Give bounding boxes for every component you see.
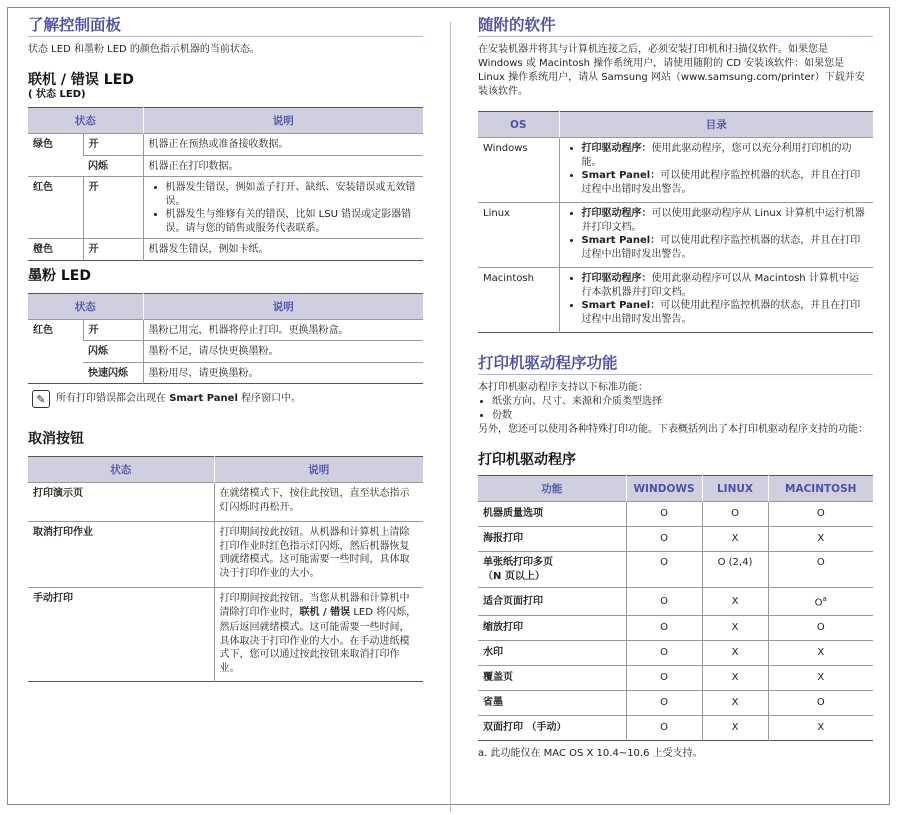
table-row bbox=[478, 527, 873, 552]
cancel-desc-part: 打印期间按此按钮。当您从机器和计算机中清除打印作业时， bbox=[219, 593, 410, 618]
feature-linux: O (2,4) bbox=[702, 552, 768, 588]
note-text bbox=[56, 390, 301, 408]
software-table bbox=[478, 111, 873, 333]
table-header: 说明 bbox=[143, 293, 423, 319]
table-row bbox=[478, 268, 873, 333]
os-contents bbox=[559, 268, 873, 333]
led-color: 绿色 bbox=[28, 134, 83, 177]
led-color: 红色 bbox=[28, 177, 83, 239]
feature-mac: X bbox=[768, 641, 873, 666]
toner-led-title: 墨粉 LED bbox=[28, 267, 91, 284]
feature-mac: X bbox=[768, 666, 873, 691]
left-column bbox=[28, 15, 423, 682]
list-item: • Smart Panel：可以使用此程序监控机器的状态，并且在打印过程中出错时发出警告。 bbox=[582, 299, 869, 326]
feature-windows: O bbox=[626, 716, 702, 741]
table-header: 目录 bbox=[559, 112, 873, 138]
feature-windows: O bbox=[626, 691, 702, 716]
os-contents bbox=[559, 138, 873, 203]
feature-name: 海报打印 bbox=[478, 527, 626, 552]
feature-name: 水印 bbox=[478, 641, 626, 666]
cancel-state: 打印演示页 bbox=[28, 483, 214, 522]
cancel-desc-part: LED 将闪烁， bbox=[353, 606, 417, 618]
section-title-software: 随附的软件 bbox=[478, 15, 873, 37]
table-row bbox=[478, 588, 873, 616]
table-row bbox=[478, 138, 873, 203]
feature-linux: X bbox=[702, 588, 768, 616]
footnote: a. 此功能仅在 MAC OS X 10.4~10.6 上受支持。 bbox=[478, 748, 703, 759]
feature-name: 机器质量选项 bbox=[478, 502, 626, 527]
led-state: 快速闪烁 bbox=[83, 362, 143, 384]
feature-mac: X bbox=[768, 527, 873, 552]
feature-mac: O bbox=[768, 691, 873, 716]
driver-outro: 另外，您还可以使用各种特殊打印功能。下表概括列出了本打印机驱动程序支持的功能： bbox=[478, 424, 868, 435]
feature-name: 适合页面打印 bbox=[478, 588, 626, 616]
list-item: • 打印驱动程序：可以使用此驱动程序从 Linux 计算机中运行机器并打印文档。 bbox=[582, 207, 869, 234]
cancel-desc-bold: 联机 / 错误 bbox=[299, 606, 351, 618]
feature-windows: O bbox=[626, 552, 702, 588]
feature-name-line: 单张纸打印多页 bbox=[483, 557, 553, 568]
feature-linux: X bbox=[702, 691, 768, 716]
os-contents bbox=[559, 203, 873, 268]
led-state: 开 bbox=[83, 134, 143, 156]
table-header: 状态 bbox=[28, 293, 143, 319]
table-row bbox=[478, 552, 873, 588]
table-header: MACINTOSH bbox=[768, 476, 873, 502]
table-header: 状态 bbox=[28, 108, 143, 134]
feature-linux: X bbox=[702, 666, 768, 691]
feature-name: 覆盖页 bbox=[478, 666, 626, 691]
cancel-button-title: 取消按钮 bbox=[28, 431, 84, 447]
cancel-button-table bbox=[28, 456, 423, 682]
pencil-note-icon: ✎ bbox=[32, 390, 50, 408]
feature-mac: O bbox=[768, 616, 873, 641]
list-item: • 打印驱动程序：使用此驱动程序可以从 Macintosh 计算机中运行本款机器并打印文档。 bbox=[582, 272, 869, 299]
feature-linux: X bbox=[702, 641, 768, 666]
online-error-led-title: 联机 / 错误 LED bbox=[28, 72, 134, 88]
table-header: WINDOWS bbox=[626, 476, 702, 502]
list-item: • 份数 bbox=[492, 409, 873, 423]
note-text-pre: 所有打印错误都会出现在 bbox=[56, 393, 166, 404]
cancel-description: 在就绪模式下，按住此按钮，直至状态指示灯闪烁时再松开。 bbox=[214, 483, 423, 522]
table-row bbox=[28, 134, 423, 156]
list-item: • Smart Panel：可以使用此程序监控机器的状态，并且在打印过程中出错时发出警告。 bbox=[582, 234, 869, 261]
feature-name: 省墨 bbox=[478, 691, 626, 716]
led-description: 机器正在打印数据。 bbox=[143, 155, 423, 177]
note bbox=[28, 390, 423, 408]
note-text-post: 程序窗口中。 bbox=[241, 393, 302, 404]
table-row bbox=[28, 319, 423, 341]
table-header: LINUX bbox=[702, 476, 768, 502]
table-header: 说明 bbox=[143, 108, 423, 134]
os-name: Linux bbox=[478, 203, 559, 268]
led-description: 机器正在预热或准备接收数据。 bbox=[143, 134, 423, 156]
led-state: 开 bbox=[83, 319, 143, 341]
table-header: 说明 bbox=[214, 457, 423, 483]
driver-intro: 本打印机驱动程序支持以下标准功能： bbox=[478, 382, 648, 393]
led-description: 墨粉已用完，机器将停止打印。更换墨粉盒。 bbox=[143, 319, 423, 341]
led-color: 红色 bbox=[28, 319, 83, 384]
table-row bbox=[28, 177, 423, 239]
status-led-subtitle: ( 状态 LED) bbox=[28, 89, 86, 100]
column-divider bbox=[450, 22, 451, 812]
list-item: • 打印驱动程序：使用此驱动程序，您可以充分利用打印机的功能。 bbox=[582, 142, 869, 169]
feature-mac: O bbox=[768, 502, 873, 527]
led-state: 开 bbox=[83, 177, 143, 239]
feature-mac: O bbox=[768, 552, 873, 588]
table-row bbox=[478, 716, 873, 741]
feature-name: 双面打印 （手动） bbox=[478, 716, 626, 741]
feature-linux: X bbox=[702, 527, 768, 552]
table-row bbox=[28, 362, 423, 384]
section-title-control-panel: 了解控制面板 bbox=[28, 15, 423, 37]
feature-windows: O bbox=[626, 588, 702, 616]
section-title-driver-features: 打印机驱动程序功能 bbox=[478, 353, 873, 375]
driver-standard-features bbox=[478, 395, 873, 423]
table-header: 功能 bbox=[478, 476, 626, 502]
cancel-state: 取消打印作业 bbox=[28, 522, 214, 588]
right-column bbox=[478, 15, 873, 761]
list-item: • Smart Panel：可以使用此程序监控机器的状态，并且在打印过程中出错时发出警告。 bbox=[582, 169, 869, 196]
table-row bbox=[478, 502, 873, 527]
table-row bbox=[478, 641, 873, 666]
feature-linux: X bbox=[702, 716, 768, 741]
led-state: 闪烁 bbox=[83, 341, 143, 363]
led-description: 墨粉用尽，请更换墨粉。 bbox=[143, 362, 423, 384]
list-item: • 机器发生与维修有关的错误，比如 LSU 错误或定影器错误。请与您的销售或服务代表联系。 bbox=[166, 208, 419, 235]
status-led-table bbox=[28, 107, 423, 261]
feature-mac: $O^a$ bbox=[768, 588, 873, 616]
control-panel-intro: 状态 LED 和墨粉 LED 的颜色指示机器的当前状态。 bbox=[28, 44, 260, 55]
cancel-description: 打印期间按此按钮。从机器和计算机上清除打印作业时红色指示灯闪烁，然后机器恢复到就绪模式。这可能需要一些时间，具体取决于打印作业的大小。 bbox=[214, 522, 423, 588]
table-row bbox=[28, 341, 423, 363]
cancel-desc-part: 然后返回就绪模式。这可能需要一些时间，具体取决于打印作业的大小。在手动进纸模式下，您可以通过按此按钮来取消打印作业。 bbox=[219, 622, 410, 674]
cancel-state: 手动打印 bbox=[28, 588, 214, 682]
led-state: 闪烁 bbox=[83, 155, 143, 177]
cancel-description bbox=[214, 588, 423, 682]
feature-windows: O bbox=[626, 641, 702, 666]
table-row bbox=[478, 616, 873, 641]
list-item: • 纸张方向、尺寸、来源和介质类型选择 bbox=[492, 395, 873, 409]
table-header: OS bbox=[478, 112, 559, 138]
table-row bbox=[478, 691, 873, 716]
feature-name-line: （N 页以上） bbox=[483, 571, 545, 582]
feature-windows: O bbox=[626, 616, 702, 641]
table-row bbox=[28, 522, 423, 588]
software-intro: 在安装机器并将其与计算机连接之后，必须安装打印机和扫描仪软件。如果您是 Windows 或 Macintosh 操作系统用户，请使用随附的 CD 安装该软件：如果您是 Linux 操作系统用户，请从 Samsung 网站（www.samsung.com/printer）下载并安装该软件。 bbox=[478, 44, 865, 97]
led-description: 机器发生错误，例如卡纸。 bbox=[143, 239, 423, 261]
led-description bbox=[143, 177, 423, 239]
table-header: 状态 bbox=[28, 457, 214, 483]
table-row bbox=[28, 483, 423, 522]
table-row bbox=[478, 666, 873, 691]
feature-linux: O bbox=[702, 502, 768, 527]
feature-name bbox=[478, 552, 626, 588]
os-name: Macintosh bbox=[478, 268, 559, 333]
feature-mac: X bbox=[768, 716, 873, 741]
printer-driver-title: 打印机驱动程序 bbox=[478, 452, 576, 468]
feature-windows: O bbox=[626, 666, 702, 691]
feature-windows: O bbox=[626, 502, 702, 527]
feature-name: 缩放打印 bbox=[478, 616, 626, 641]
toner-led-table bbox=[28, 293, 423, 385]
os-name: Windows bbox=[478, 138, 559, 203]
led-color: 橙色 bbox=[28, 239, 83, 261]
feature-windows: O bbox=[626, 527, 702, 552]
led-state: 开 bbox=[83, 239, 143, 261]
driver-feature-table bbox=[478, 475, 873, 741]
list-item: • 机器发生错误，例如盖子打开、缺纸、安装错误或无效错误。 bbox=[166, 181, 419, 208]
table-row bbox=[28, 588, 423, 682]
table-row bbox=[28, 239, 423, 261]
led-description: 墨粉不足，请尽快更换墨粉。 bbox=[143, 341, 423, 363]
table-row bbox=[28, 155, 423, 177]
feature-linux: X bbox=[702, 616, 768, 641]
table-row bbox=[478, 203, 873, 268]
note-text-bold: Smart Panel bbox=[169, 393, 238, 404]
